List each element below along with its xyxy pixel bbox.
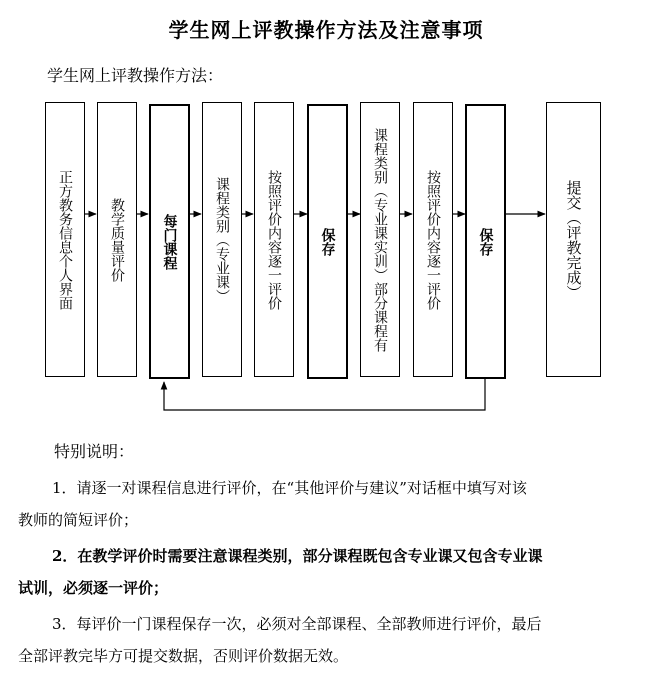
- loop-back-arrow: [164, 379, 485, 410]
- flow-step-course-type-major: [202, 102, 242, 377]
- note-1-line-2: 教师的简短评价；: [18, 511, 139, 529]
- flow-step-evaluate-items-1: [254, 102, 294, 377]
- flow-step-label: 保存: [477, 227, 494, 256]
- flow-step-label: 每门课程: [161, 213, 178, 270]
- method-heading: 学生网上评教操作方法：: [47, 66, 224, 85]
- note-2-line-1: 2．在教学评价时需要注意课程类别，部分课程既包含专业课又包含专业课: [52, 547, 543, 565]
- flow-step-save-2: [465, 104, 506, 379]
- flow-step-submit: [546, 102, 601, 377]
- flow-step-label: 课程类别（专业课实训）部分课程有: [372, 127, 388, 352]
- flow-step-label: 保存: [319, 227, 336, 256]
- flow-step-label: 按照评价内容逐一评价: [425, 169, 441, 310]
- flow-step-label: 教学质量评价: [109, 197, 125, 282]
- note-3-line-1: 3．每评价一门课程保存一次，必须对全部课程、全部教师进行评价，最后: [52, 615, 542, 633]
- flow-step-label: 按照评价内容逐一评价: [266, 169, 282, 310]
- flow-step-each-course: [149, 104, 190, 379]
- flow-step-label: 提交（评教完成）: [564, 179, 583, 300]
- flow-step-course-type-practical: [360, 102, 400, 377]
- flow-step-label: 课程类别（专业课）: [214, 176, 230, 303]
- note-3-line-2: 全部评教完毕方可提交数据，否则评价数据无效。: [18, 647, 349, 665]
- document-title: 学生网上评教操作方法及注意事项: [168, 18, 484, 42]
- flow-step-quality-evaluation: [97, 102, 137, 377]
- note-2-line-2: 试训，必须逐一评价；: [18, 579, 169, 597]
- flow-step-evaluate-items-2: [413, 102, 453, 377]
- notes-heading: 特别说明：: [54, 442, 135, 461]
- note-1-line-1: 1．请逐一对课程信息进行评价，在“其他评价与建议”对话框中填写对该: [52, 479, 527, 497]
- flow-step-label: 正方教务信息个人界面: [57, 169, 73, 310]
- flow-step-save-1: [307, 104, 348, 379]
- flow-step-personal-page: [45, 102, 85, 377]
